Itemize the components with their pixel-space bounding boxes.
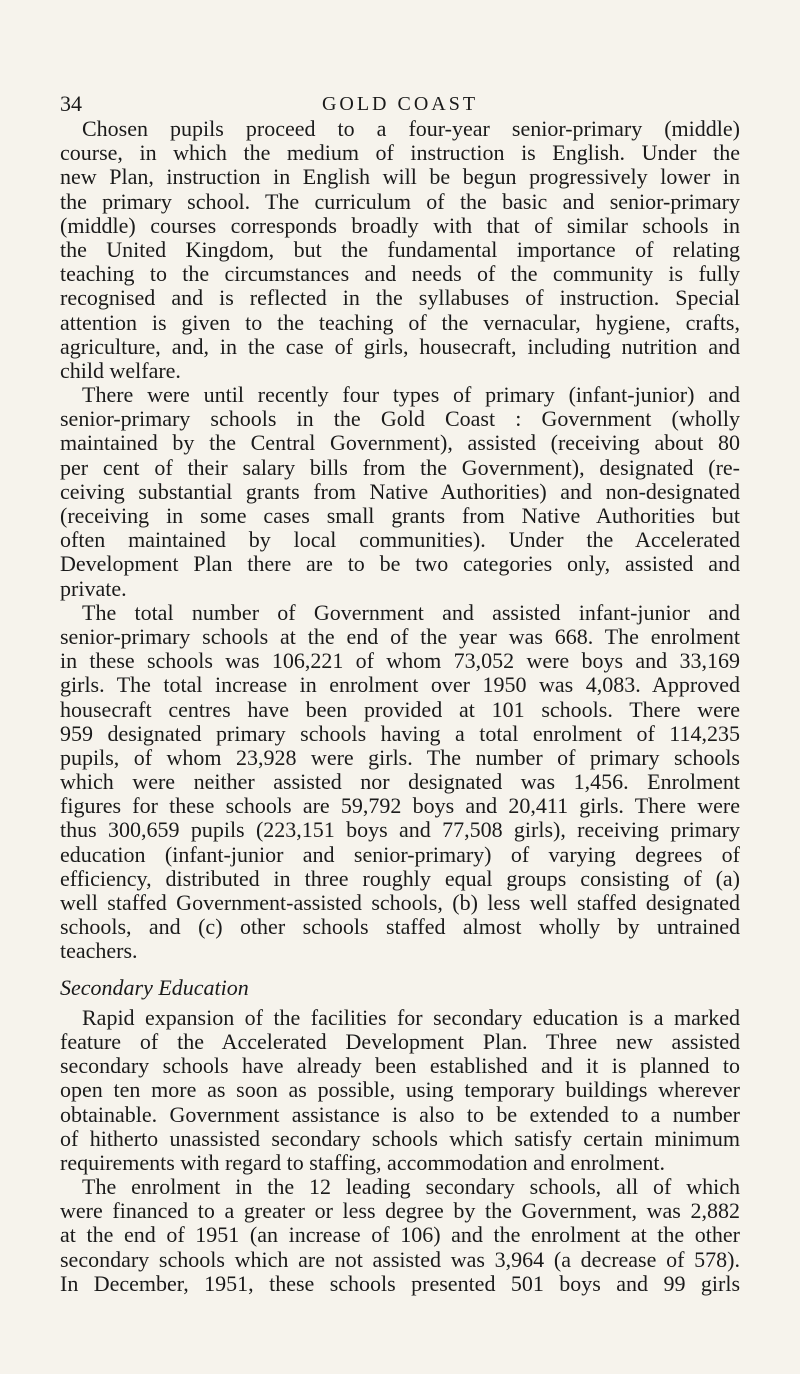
text-line: education (infant-junior and senior-primary) of varying degrees of	[60, 841, 740, 867]
text-line: (middle) courses corresponds broadly with that of similar schools in	[60, 212, 740, 238]
text-line: the United Kingdom, but the fundamental importance of relating	[60, 236, 740, 262]
text-line: The enrolment in the 12 leading secondary schools, all of which	[82, 1174, 740, 1200]
text-line: requirements with regard to staffing, accommodation and enrolment.	[60, 1149, 666, 1175]
text-line: figures for these schools are 59,792 boys and 20,411 girls. There were	[60, 793, 740, 819]
text-line: ceiving substantial grants from Native Authorities) and non-designated	[60, 478, 740, 504]
section-heading-secondary-education: Secondary Education	[60, 974, 249, 1000]
text-line: at the end of 1951 (an increase of 106) and the enrolment at the other	[60, 1222, 740, 1248]
text-line: new Plan, instruction in English will be begun progressively lower in	[60, 164, 740, 190]
text-line: were financed to a greater or less degree by the Government, was 2,882	[60, 1198, 740, 1224]
paragraph-secondary-enrolment	[60, 1175, 740, 1296]
text-line: 959 designated primary schools having a total enrolment of 114,235	[60, 720, 740, 746]
text-line: maintained by the Central Government), assisted (receiving about 80	[60, 430, 740, 456]
text-line: obtainable. Government assistance is also to be extended to a number	[60, 1101, 740, 1127]
text-line: schools, and (c) other schools staffed almost wholly by untrained	[60, 914, 740, 940]
text-line: efficiency, distributed in three roughly equal groups consisting of (a)	[60, 865, 740, 891]
text-line: Chosen pupils proceed to a four-year senior-primary (middle)	[82, 116, 740, 141]
text-line: girls. The total increase in enrolment over 1950 was 4,083. Approved	[60, 672, 740, 698]
paragraph-curriculum	[60, 117, 740, 383]
text-line: There were until recently four types of primary (infant-junior) and	[82, 382, 740, 408]
text-line: per cent of their salary bills from the Government), designated (re-	[60, 454, 740, 480]
text-line: thus 300,659 pupils (223,151 boys and 77,508 girls), receiving primary	[60, 817, 740, 843]
text-line: recognised and is reflected in the syllabuses of instruction. Special	[60, 285, 740, 311]
text-line: of hitherto unassisted secondary schools which satisfy certain minimum	[60, 1125, 740, 1151]
paragraph-enrolment	[60, 601, 740, 964]
text-line: private.	[60, 575, 127, 601]
text-line: senior-primary schools in the Gold Coast : Government (wholly	[60, 406, 740, 432]
running-title: GOLD COAST	[321, 93, 479, 115]
text-line: feature of the Accelerated Development Plan. Three new assisted	[60, 1028, 740, 1054]
text-line: open ten more as soon as possible, using temporary buildings wherever	[60, 1077, 740, 1103]
text-line: in these schools was 106,221 of whom 73,052 were boys and 33,169	[60, 648, 740, 674]
text-line: Rapid expansion of the facilities for secondary education is a marked	[82, 1004, 740, 1030]
text-line: teaching to the circumstances and needs of the community is fully	[60, 261, 740, 287]
page-number: 34	[60, 91, 82, 116]
text-line: the primary school. The curriculum of the basic and senior-primary	[60, 188, 740, 214]
text-line: teachers.	[60, 938, 138, 964]
text-line: In December, 1951, these schools presented 501 boys and 99 girls	[60, 1270, 740, 1296]
text-line: often maintained by local communities). Under the Accelerated	[60, 527, 740, 553]
paragraph-secondary-expansion	[60, 1006, 740, 1175]
text-line: The total number of Government and assisted infant-junior and	[82, 599, 740, 625]
paragraph-school-types	[60, 383, 740, 601]
text-line: pupils, of whom 23,928 were girls. The number of primary schools	[60, 744, 740, 770]
text-line: Development Plan there are to be two categories only, assisted and	[60, 551, 740, 577]
text-line: housecraft centres have been provided at 101 schools. There were	[60, 696, 740, 722]
text-line: child welfare.	[60, 357, 181, 383]
text-line: well staffed Government-assisted schools, (b) less well staffed designated	[60, 890, 740, 915]
text-line: secondary schools have already been established and it is planned to	[60, 1053, 740, 1079]
page-header	[60, 90, 740, 118]
text-line: agriculture, and, in the case of girls, housecraft, including nutrition and	[60, 333, 740, 359]
text-line: senior-primary schools at the end of the year was 668. The enrolment	[60, 623, 740, 649]
body-text	[60, 117, 740, 1296]
text-line: which were neither assisted nor designated was 1,456. Enrolment	[60, 769, 740, 795]
text-line: secondary schools which are not assisted was 3,964 (a decrease of 578).	[60, 1246, 740, 1272]
text-line: (receiving in some cases small grants from Native Authorities but	[60, 503, 740, 528]
text-line: course, in which the medium of instruction is English. Under the	[60, 140, 740, 166]
text-line: attention is given to the teaching of the vernacular, hygiene, crafts,	[60, 309, 740, 335]
